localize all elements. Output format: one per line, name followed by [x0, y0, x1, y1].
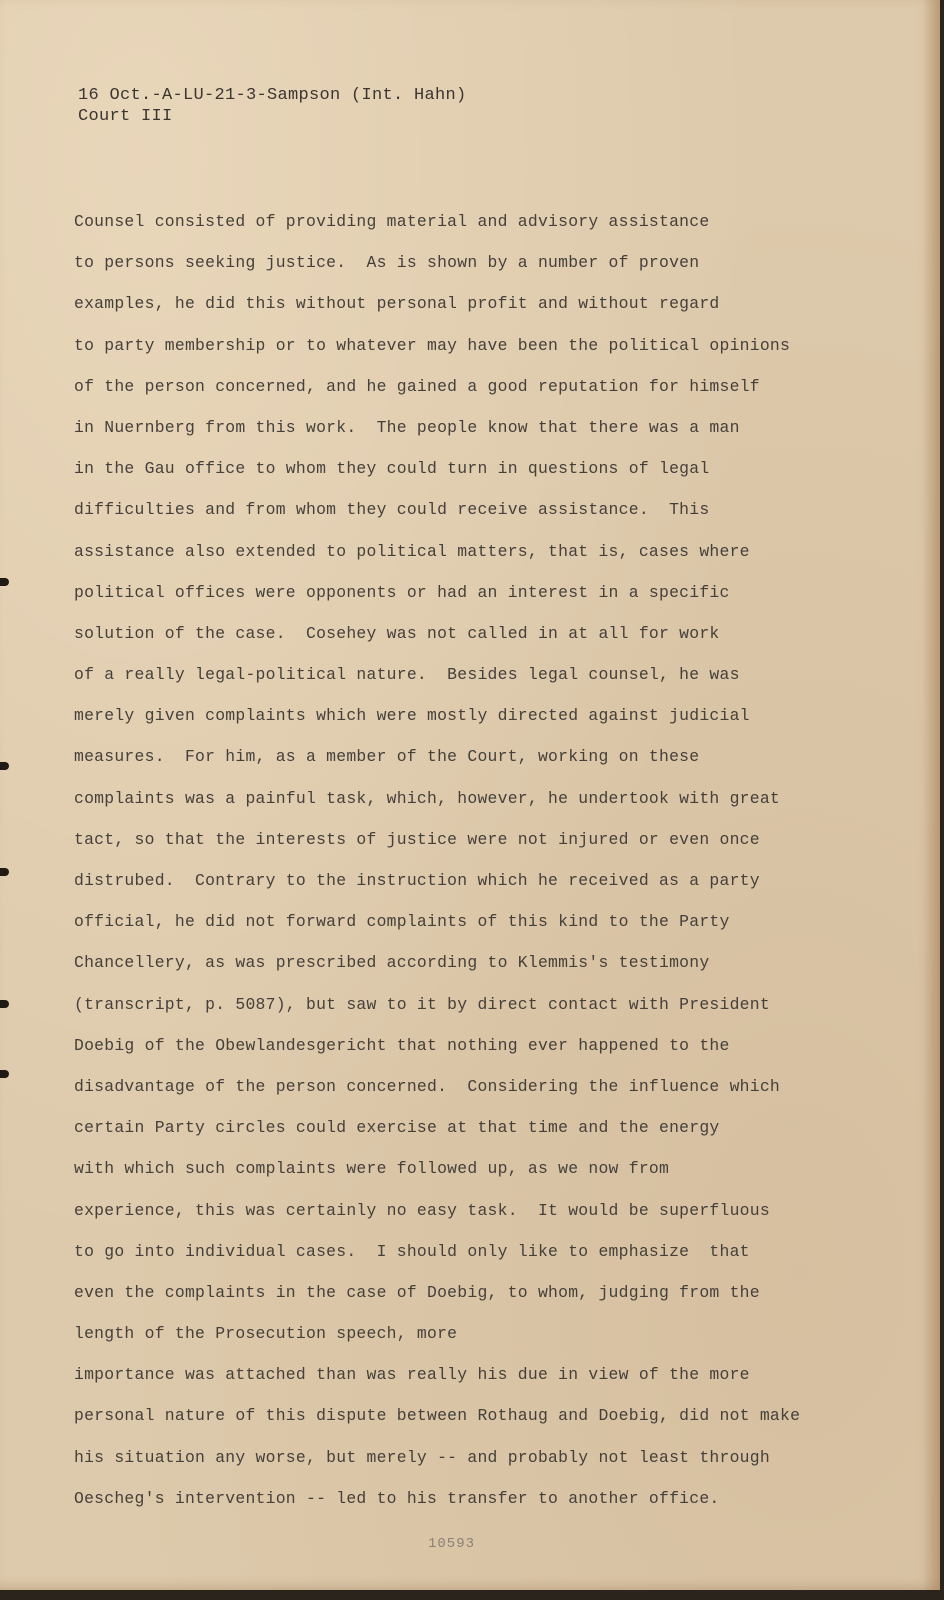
body-line: to persons seeking justice. As is shown by a number of proven	[74, 253, 700, 273]
body-line: even the complaints in the case of Doebig, to whom, judging from the	[74, 1282, 760, 1302]
header-reference-line: 16 Oct.-A-LU-21-3-Sampson (Int. Hahn)	[78, 86, 467, 105]
header-court-line: Court III	[78, 107, 173, 126]
body-line: examples, he did this without personal profit and without regard	[74, 294, 720, 314]
body-line: measures. For him, as a member of the Court, working on these	[74, 747, 700, 767]
body-line: to go into individual cases. I should only like to emphasize that	[74, 1241, 750, 1261]
body-line: complaints was a painful task, which, however, he undertook with great	[74, 788, 781, 808]
body-line: to party membership or to whatever may have been the political opinions	[74, 335, 791, 355]
body-line: political offices were opponents or had an interest in a specific	[74, 582, 730, 602]
body-line: Doebig of the Obewlandesgericht that nothing ever happened to the	[74, 1035, 730, 1055]
body-line: in the Gau office to whom they could turn in questions of legal	[74, 459, 710, 479]
punch-hole-mark	[0, 1070, 9, 1078]
page-number: 10593	[428, 1536, 476, 1552]
body-line: importance was attached than was really his due in view of the more	[74, 1365, 750, 1385]
punch-hole-mark	[0, 1000, 9, 1008]
body-line: his situation any worse, but merely -- and probably not least through	[74, 1447, 770, 1467]
body-line: merely given complaints which were mostly directed against judicial	[74, 706, 750, 726]
body-line: of the person concerned, and he gained a good reputation for himself	[74, 376, 760, 396]
body-line: difficulties and from whom they could receive assistance. This	[74, 500, 710, 520]
body-line: certain Party circles could exercise at that time and the energy	[74, 1118, 720, 1138]
body-line: in Nuernberg from this work. The people know that there was a man	[74, 417, 740, 437]
body-line: Chancellery, as was prescribed according to Klemmis's testimony	[74, 953, 710, 973]
punch-hole-mark	[0, 578, 9, 586]
punch-hole-mark	[0, 868, 9, 876]
body-line: Oescheg's intervention -- led to his transfer to another office.	[74, 1488, 720, 1508]
body-line: personal nature of this dispute between Rothaug and Doebig, did not make	[74, 1406, 801, 1426]
body-line: length of the Prosecution speech, more	[74, 1324, 458, 1344]
body-line: official, he did not forward complaints of this kind to the Party	[74, 912, 730, 932]
document-body	[74, 210, 914, 1528]
body-line: tact, so that the interests of justice were not injured or even once	[74, 829, 760, 849]
body-line: assistance also extended to political matters, that is, cases where	[74, 541, 750, 561]
page-edge-shading	[922, 0, 940, 1590]
body-line: experience, this was certainly no easy task. It would be superfluous	[74, 1200, 770, 1220]
body-line: distrubed. Contrary to the instruction which he received as a party	[74, 871, 760, 890]
body-line: (transcript, p. 5087), but saw to it by direct contact with President	[74, 994, 770, 1014]
document-header	[78, 85, 467, 127]
body-line: with which such complaints were followed up, as we now from	[74, 1159, 670, 1179]
body-line: disadvantage of the person concerned. Considering the influence which	[74, 1076, 781, 1096]
body-line: solution of the case. Cosehey was not called in at all for work	[74, 623, 720, 643]
body-line: of a really legal-political nature. Besides legal counsel, he was	[74, 665, 740, 685]
punch-hole-mark	[0, 762, 9, 770]
body-line: Counsel consisted of providing material and advisory assistance	[74, 212, 710, 231]
